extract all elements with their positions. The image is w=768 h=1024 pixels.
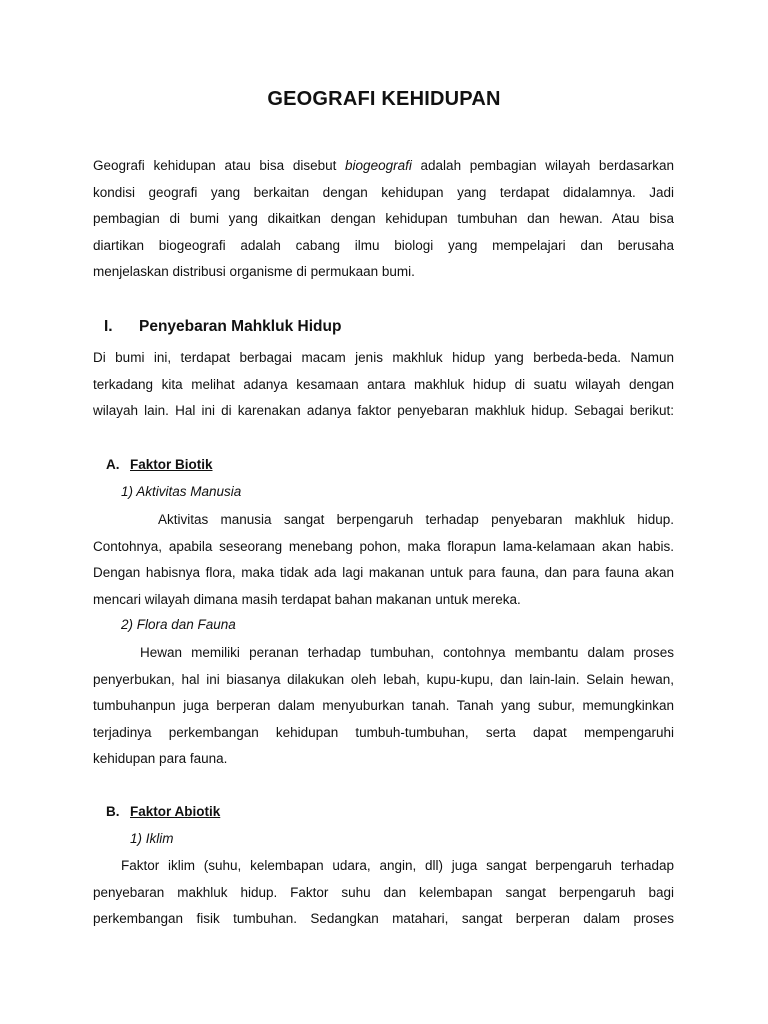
aktivitas-manusia-paragraph [93,507,674,613]
section-1-title: Penyebaran Mahkluk Hidup [139,318,342,335]
section-1-number: I. [104,318,113,335]
intro-line-4: diartikan biogeografi adalah cabang ilmu biologi yang mempelajari dan berusaha [93,237,674,253]
iklim-line-3: perkembangan fisik tumbuhan. Sedangkan matahari, sangat berperan dalam proses [93,911,674,927]
intro-line-1: Geografi kehidupan atau bisa disebut biogeografi adalah pembagian wilayah berdasarkan [93,158,674,173]
flora-line-4: terjadinya perkembangan kehidupan tumbuh-tumbuhan, serta dapat mempengaruhi [93,724,674,740]
intro-line-5: menjelaskan distribusi organisme di permukaan bumi. [93,264,415,280]
intro-line-2: kondisi geografi yang berkaitan dengan kehidupan yang terdapat didalamnya. Jadi [93,184,674,200]
section-1-paragraph [93,345,674,425]
iklim-line-2: penyebaran makhluk hidup. Faktor suhu dan kelembapan sangat berpengaruh bagi [93,884,674,900]
biogeografi-term: biogeografi [345,158,412,173]
section-1-line-3: wilayah lain. Hal ini di karenakan adanya faktor penyebaran makhluk hidup. Sebagai berikut: [93,403,674,419]
section-1-line-2: terkadang kita melihat adanya kesamaan antara makhluk hidup di suatu wilayah dengan [93,376,674,392]
flora-line-1: Hewan memiliki peranan terhadap tumbuhan, contohnya membantu dalam proses [140,645,674,660]
flora-line-2: penyerbukan, hal ini biasanya dilakukan oleh lebah, kupu-kupu, dan lain-lain. Selain hewan, [93,671,674,687]
subsection-a-title: Faktor Biotik [130,457,213,472]
aktivitas-line-4: mencari wilayah dimana masih terdapat bahan makanan untuk mereka. [93,591,521,607]
subsection-a-letter: A. [106,457,120,472]
subsection-b-title: Faktor Abiotik [130,804,221,819]
iklim-line-1: Faktor iklim (suhu, kelembapan udara, angin, dll) juga sangat berpengaruh terhadap [121,858,674,873]
item-iklim-label: 1) Iklim [130,831,174,846]
flora-line-3: tumbuhanpun juga berperan dalam menyuburkan tanah. Tanah yang subur, memungkinkan [93,698,674,714]
item-aktivitas-manusia-label: 1) Aktivitas Manusia [121,484,242,499]
section-1-line-1: Di bumi ini, terdapat berbagai macam jenis makhluk hidup yang berbeda-beda. Namun [93,350,674,365]
subsection-b-heading [106,804,220,819]
iklim-paragraph [93,853,674,933]
flora-fauna-paragraph [93,640,674,773]
flora-line-5: kehidupan para fauna. [93,751,228,767]
intro-line-3: pembagian di bumi yang dikaitkan dengan kehidupan tumbuhan dan hewan. Atau bisa [93,211,674,227]
aktivitas-line-1: Aktivitas manusia sangat berpengaruh terhadap penyebaran makhluk hidup. [158,512,674,527]
document-title: GEOGRAFI KEHIDUPAN [267,88,501,110]
aktivitas-line-2: Contohnya, apabila seseorang menebang pohon, maka florapun lama-kelamaan akan habis. [93,538,674,554]
intro-paragraph [93,153,674,286]
section-1-heading [104,318,341,336]
aktivitas-line-3: Dengan habisnya flora, maka tidak ada lagi makanan untuk para fauna, dan para fauna akan [93,565,674,581]
subsection-b-letter: B. [106,804,120,819]
subsection-a-heading [106,457,213,472]
item-flora-fauna-label: 2) Flora dan Fauna [121,617,236,632]
